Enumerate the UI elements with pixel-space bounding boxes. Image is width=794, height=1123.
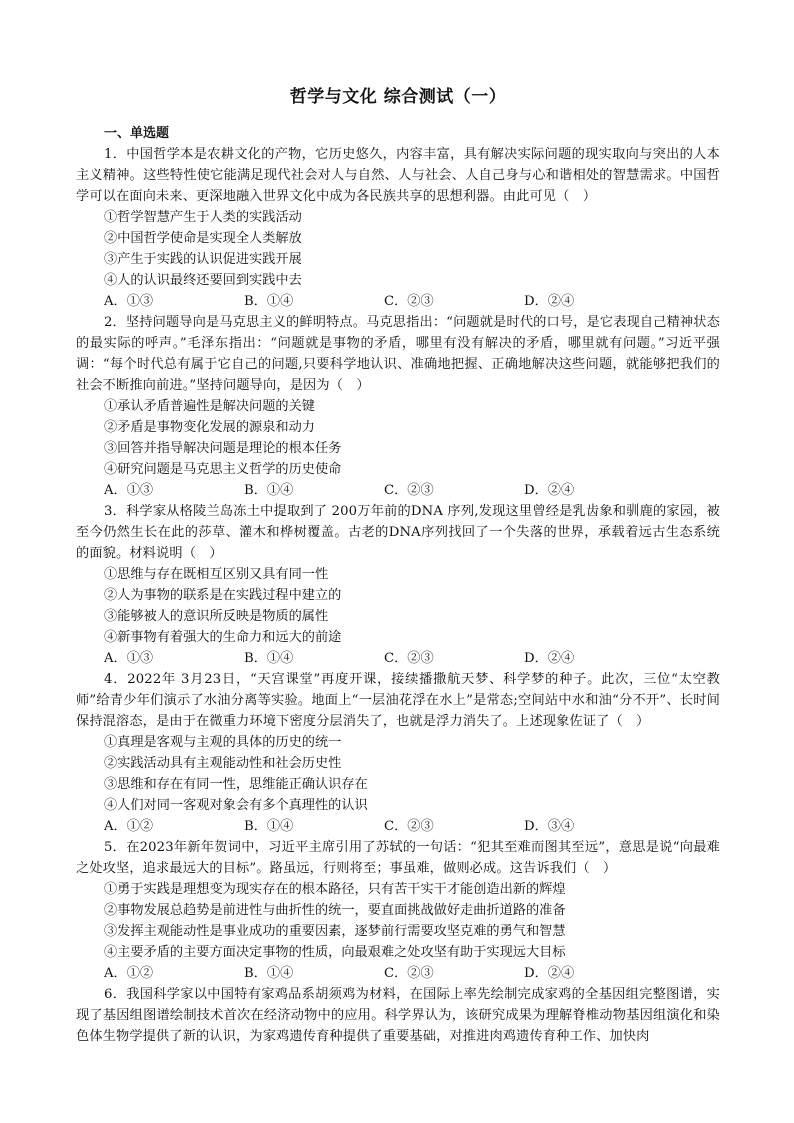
statement-item: ②实践活动具有主观能动性和社会历史性 — [104, 756, 342, 771]
answer-choice: B．①④ — [244, 819, 294, 834]
statement-item: ①哲学智慧产生于人类的实践活动 — [104, 210, 302, 225]
statement-item: ④人的认识最终还要回到实践中去 — [104, 273, 302, 288]
answer-choice: D．②④ — [524, 966, 575, 981]
statement-item: ③产生于实践的认识促进实践开展 — [104, 252, 302, 267]
statement-item: ①承认矛盾普遍性是解决问题的关键 — [104, 399, 315, 414]
question-list — [76, 144, 720, 1047]
question-1 — [76, 144, 720, 312]
answer-choice: C．②③ — [384, 819, 434, 834]
document-page — [76, 84, 720, 1047]
answer-choices — [76, 963, 720, 984]
statement-item: ②矛盾是事物变化发展的源泉和动力 — [104, 420, 315, 435]
answer-choice: A．①③ — [104, 651, 154, 666]
statement-item: ③发挥主观能动性是事业成功的重要因素，逐梦前行需要攻坚克难的勇气和智慧 — [104, 924, 566, 939]
statement-list — [76, 396, 720, 480]
statement-item: ②中国哲学使命是实现全人类解放 — [104, 231, 302, 246]
statement-item: ③思维和存在有同一性，思维能正确认识存在 — [104, 777, 368, 792]
statement-item: ②人为事物的联系是在实践过程中建立的 — [104, 588, 342, 603]
statement-item: ③能够被人的意识所反映是物质的属性 — [104, 609, 329, 624]
answer-choice: B．①④ — [244, 966, 294, 981]
answer-choice: A．①② — [104, 966, 154, 981]
page-title: 哲学与文化 综合测试（一） — [289, 87, 507, 107]
question-stem: 1．中国哲学本是农耕文化的产物，它历史悠久，内容丰富，具有解决实际问题的现实取向与突出的人本主义精神。这些特性使它能满足现代社会对人与自然、人与社会、人自己身与心和谐相处的智慧需求。中国哲学可以在面向未来、更深地融入世界文化中成为各民族共享的思想利器。由此可见（ ） — [76, 147, 720, 204]
statement-item: ④新事物有着强大的生命力和远大的前途 — [104, 630, 342, 645]
answer-choices — [76, 291, 720, 312]
answer-choice: D．②④ — [524, 483, 575, 498]
statement-item: ④人们对同一客观对象会有多个真理性的认识 — [104, 798, 368, 813]
answer-choice: C．②③ — [384, 294, 434, 309]
statement-item: ①真理是客观与主观的具体的历史的统一 — [104, 735, 342, 750]
question-4 — [76, 669, 720, 837]
answer-choice: C．②③ — [384, 651, 434, 666]
question-stem: 6．我国科学家以中国特有家鸡品系胡须鸡为材料，在国际上率先绘制完成家鸡的全基因组完整图谱，实现了基因组图谱绘制技术首次在经济动物中的应用。科学界认为，该研究成果为理解脊椎动物基因组演化和染色体生物学提供了新的认识，为家鸡遗传育种提供了重要基础，对推进肉鸡遗传育种工作、加快肉 — [76, 987, 720, 1044]
answer-choice: D．③④ — [524, 819, 575, 834]
statement-list — [76, 207, 720, 291]
answer-choice: A．①② — [104, 819, 154, 834]
question-stem: 3．科学家从格陵兰岛冻土中提取到了 200万年前的DNA 序列,发现这里曾经是乳齿象和驯鹿的家园，被至今仍然生长在此的莎草、灌木和桦树覆盖。古老的DNA序列找回了一个失落的世界，承载着远古生态系统的面貌。材料说明（ ） — [76, 504, 720, 561]
statement-item: ①勇于实践是理想变为现实存在的根本路径，只有苦干实干才能创造出新的辉煌 — [104, 882, 566, 897]
statement-item: ④研究问题是马克思主义哲学的历史使命 — [104, 462, 342, 477]
answer-choices — [76, 816, 720, 837]
answer-choice: B．①④ — [244, 294, 294, 309]
statement-list — [76, 564, 720, 648]
question-stem: 2．坚持问题导向是马克思主义的鲜明特点。马克思指出：“问题就是时代的口号，是它表现自己精神状态的最实际的呼声。”毛泽东指出：“问题就是事物的矛盾，哪里有没有解决的矛盾，哪里就有问题。”习近平强调：“每个时代总有属于它自己的问题,只要科学地认识、准确地把握、正确地解决这些问题，就能够把我们的社会不断推向前进。”坚持问题导向，是因为（ ） — [76, 315, 720, 393]
statement-item: ④主要矛盾的主要方面决定事物的性质，向最艰难之处攻坚有助于实现远大目标 — [104, 945, 566, 960]
question-3 — [76, 501, 720, 669]
question-stem: 4．2022年 3月23日，“天宫课堂”再度开课，接续播撒航天梦、科学梦的种子。此次，三位“太空教师”给青少年们演示了水油分离等实验。地面上“一层油花浮在水上”是常态;空间站中水和油“分不开”、长时间保持混溶态，是由于在微重力环境下密度分层消失了，也就是浮力消失了。上述现象佐证了（ ） — [76, 672, 720, 729]
statement-item: ③回答并指导解决问题是理论的根本任务 — [104, 441, 342, 456]
answer-choice: A．①③ — [104, 483, 154, 498]
statement-list — [76, 879, 720, 963]
answer-choice: B．①④ — [244, 483, 294, 498]
statement-item: ①思维与存在既相互区别又具有同一性 — [104, 567, 329, 582]
answer-choice: D．②④ — [524, 651, 575, 666]
question-5 — [76, 837, 720, 984]
answer-choice: D．②④ — [524, 294, 575, 309]
question-2 — [76, 312, 720, 501]
question-stem: 5．在2023年新年贺词中，习近平主席引用了苏轼的一句话：“犯其至难而图其至远”，意思是说“向最难之处攻坚，追求最远大的目标”。路虽远，行则将至；事虽难，做则必成。这告诉我们（ ） — [76, 840, 720, 876]
answer-choices — [76, 648, 720, 669]
answer-choice: B．①④ — [244, 651, 294, 666]
statement-item: ②事物发展总趋势是前进性与曲折性的统一，要直面挑战做好走曲折道路的准备 — [104, 903, 566, 918]
question-6 — [76, 984, 720, 1047]
answer-choice: A．①③ — [104, 294, 154, 309]
answer-choice: C．②③ — [384, 966, 434, 981]
section-heading: 一、单选题 — [104, 126, 170, 141]
answer-choices — [76, 480, 720, 501]
statement-list — [76, 732, 720, 816]
answer-choice: C．②③ — [384, 483, 434, 498]
